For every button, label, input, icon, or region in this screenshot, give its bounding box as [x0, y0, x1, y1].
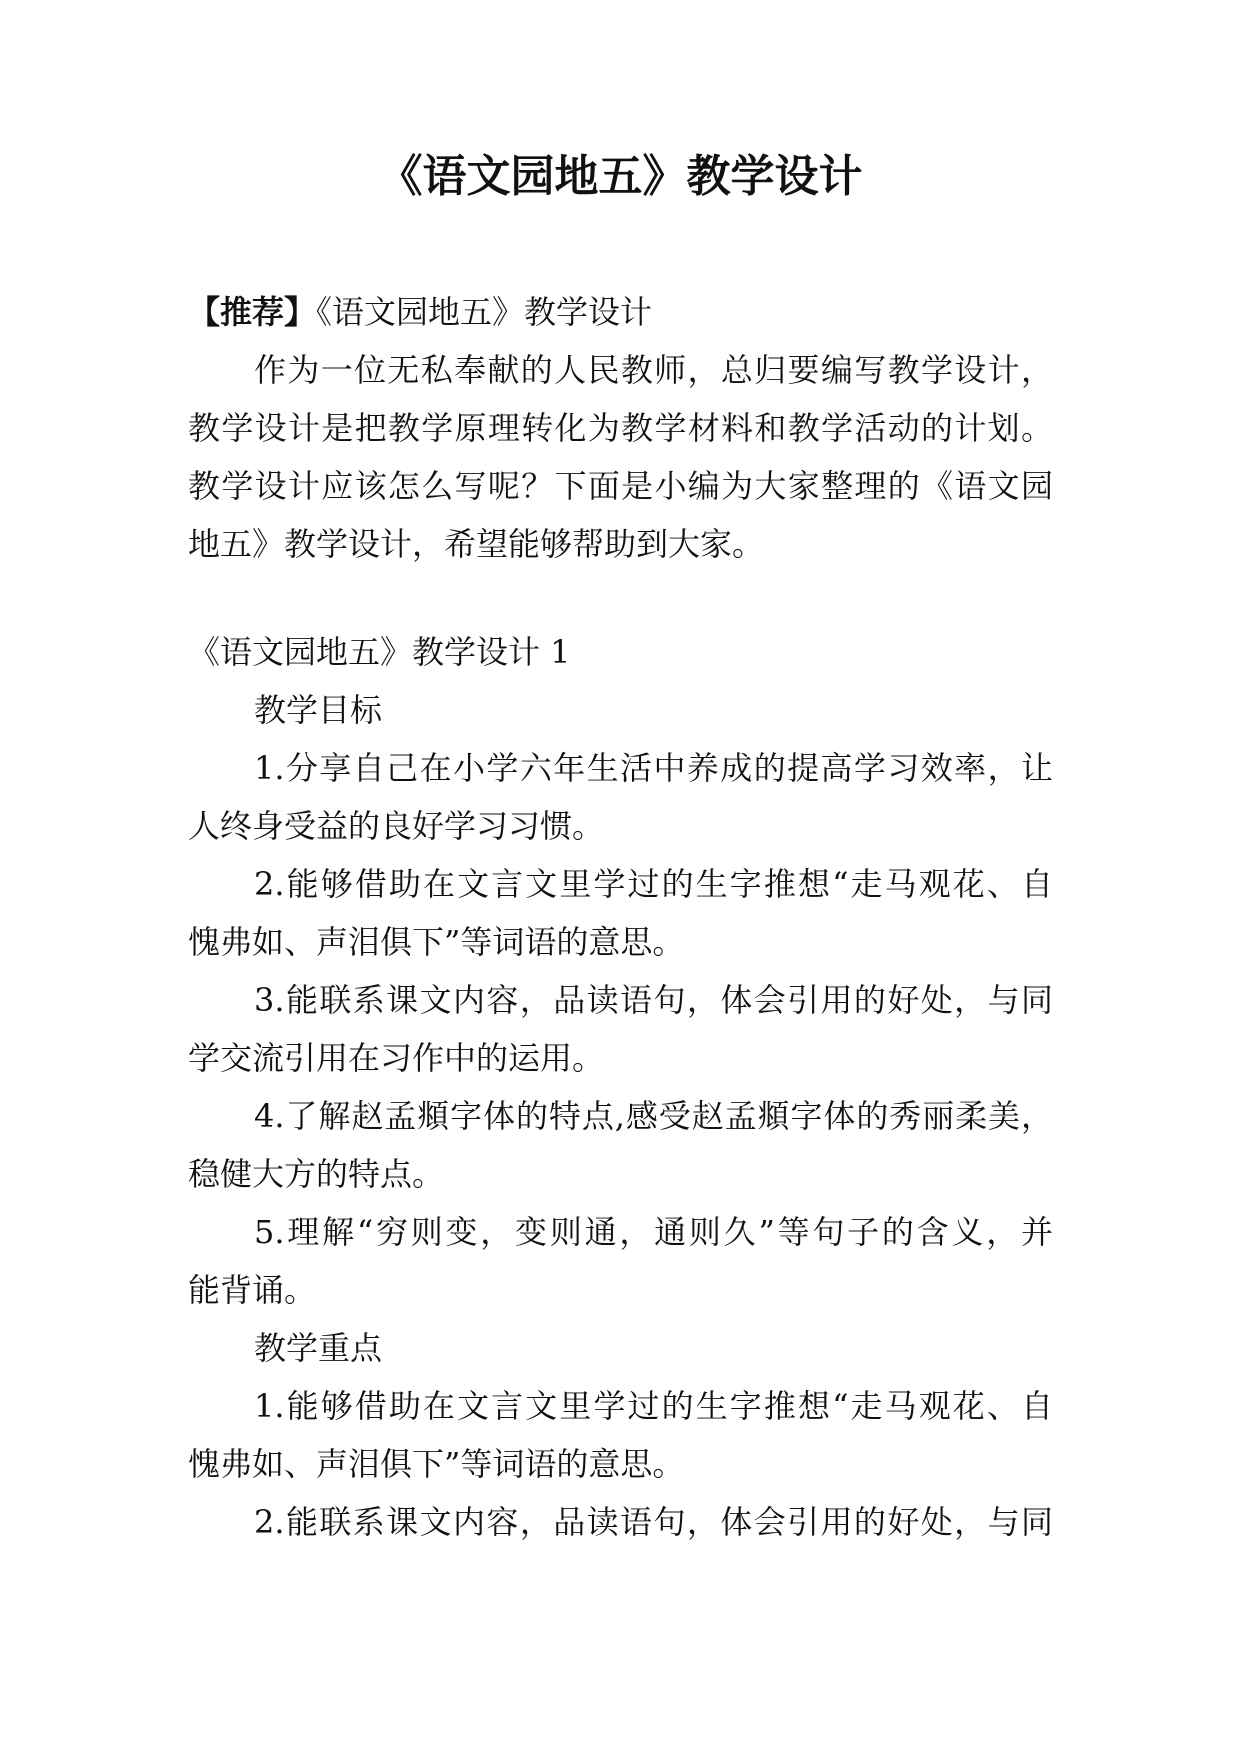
- objective-line: 稳健大方的特点。: [188, 1155, 445, 1193]
- key-points-heading: 教学重点: [254, 1329, 383, 1367]
- recommend-title: 《语文园地五》教学设计: [316, 293, 653, 331]
- objective-line: 4.了解赵孟頫字体的特点,感受赵孟頫字体的秀丽柔美，: [254, 1097, 1053, 1135]
- objective-line: 学交流引用在习作中的运用。: [188, 1039, 605, 1077]
- objective-line: 5.理解“穷则变，变则通，通则久”等句子的含义，并: [254, 1213, 1053, 1251]
- recommend-tag: 【推荐】: [188, 293, 317, 331]
- paragraph-spacer: [188, 573, 1053, 623]
- key-point-line: 愧弗如、声泪俱下”等词语的意思。: [188, 1445, 685, 1483]
- key-point-line: 1.能够借助在文言文里学过的生字推想“走马观花、自: [254, 1387, 1053, 1425]
- objective-line: 1.分享自己在小学六年生活中养成的提高学习效率，让: [254, 749, 1053, 787]
- key-point-line: 2.能联系课文内容，品读语句，体会引用的好处，与同: [254, 1503, 1053, 1541]
- objective-line: 3.能联系课文内容，品读语句，体会引用的好处，与同: [254, 981, 1053, 1019]
- objective-line: 人终身受益的良好学习习惯。: [188, 807, 605, 845]
- objective-line: 愧弗如、声泪俱下”等词语的意思。: [188, 923, 685, 961]
- document-title: 《语文园地五》教学设计: [378, 151, 863, 202]
- recommend-heading: [188, 283, 1053, 341]
- section-title: 《语文园地五》教学设计 1: [188, 633, 571, 671]
- intro-line: 地五》教学设计，希望能够帮助到大家。: [188, 525, 765, 563]
- objective-line: 能背诵。: [188, 1271, 317, 1309]
- intro-line: 教学设计应该怎么写呢？下面是小编为大家整理的《语文园: [188, 467, 1053, 505]
- intro-line: 作为一位无私奉献的人民教师，总归要编写教学设计，: [254, 351, 1053, 389]
- document-body: [188, 283, 1053, 1551]
- intro-line: 教学设计是把教学原理转化为教学材料和教学活动的计划。: [188, 409, 1053, 447]
- objectives-heading: 教学目标: [254, 691, 383, 729]
- objective-line: 2.能够借助在文言文里学过的生字推想“走马观花、自: [254, 865, 1053, 903]
